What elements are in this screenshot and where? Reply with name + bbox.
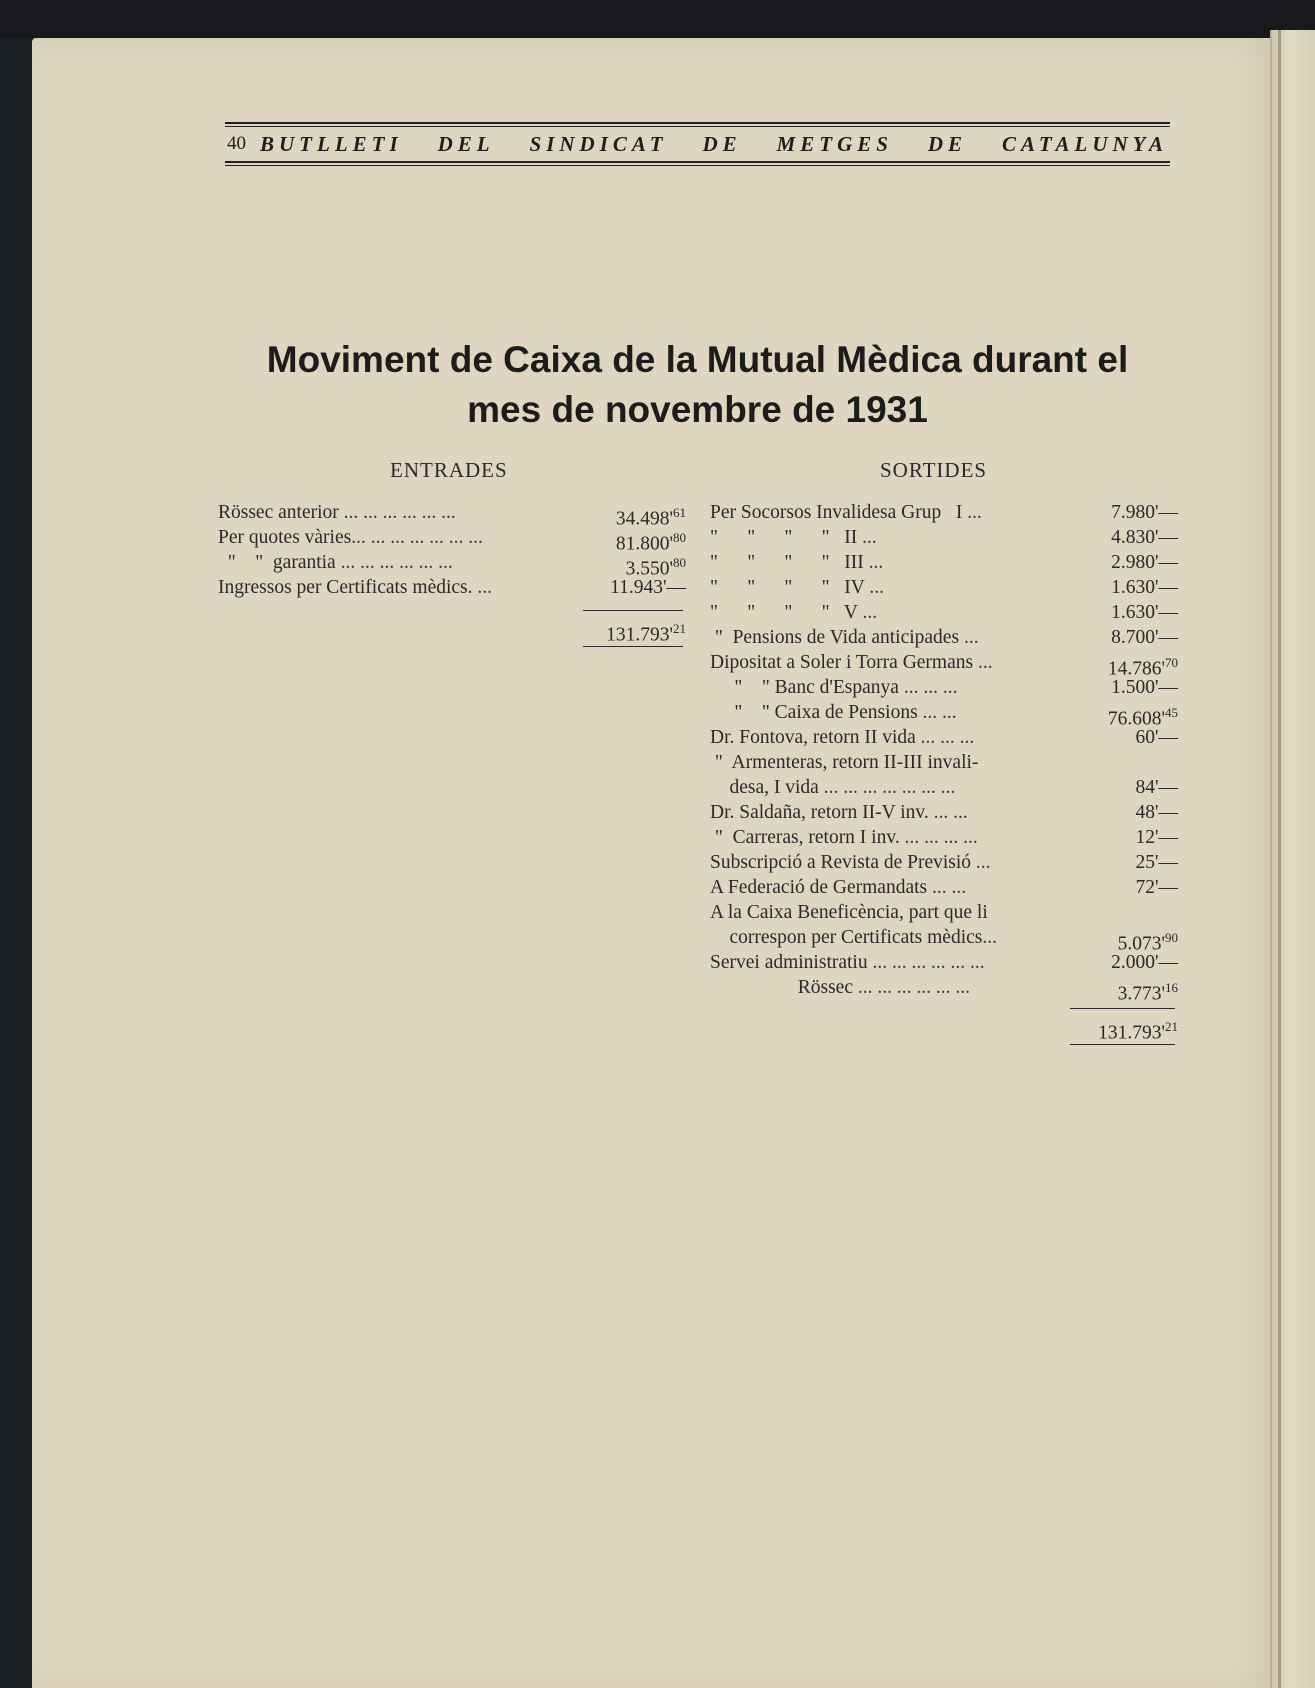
leader-dots: ... ... ... ... ... ... ... <box>351 527 483 548</box>
row-amount: $81.800'^{80}$ <box>615 530 686 555</box>
row-label <box>710 800 1055 826</box>
row-label-text: Rössec anterior <box>218 502 339 523</box>
title-line-1: Moviment de Caixa de la Mutual Mèdica durant el <box>266 339 1129 380</box>
ledger-row <box>218 575 686 601</box>
row-amount: 11.943'— <box>610 577 686 598</box>
row-amount: 4.830'— <box>1111 527 1178 548</box>
ledger-row <box>710 900 1178 926</box>
leader-dots: ... ... ... ... ... ... <box>867 952 985 973</box>
publication-word: DEL <box>437 131 495 156</box>
row-amount: $34.498'^{61}$ <box>615 505 686 530</box>
ledger-row <box>218 525 686 555</box>
leader-dots: ... <box>982 927 997 948</box>
ledger-row <box>710 600 1178 626</box>
binding-edge <box>1270 30 1315 1688</box>
row-label <box>710 550 1055 576</box>
row-amount: $3.550'^{80}$ <box>625 555 686 580</box>
row-label <box>710 950 1055 976</box>
sum-rule <box>1070 1008 1175 1009</box>
sum-rule-bottom <box>583 646 683 647</box>
ledger-row <box>710 575 1178 601</box>
leader-dots: ... <box>863 552 884 573</box>
row-label-text: " " " " V <box>710 602 858 623</box>
row-amount: 72'— <box>1135 877 1178 898</box>
leader-dots: . ... <box>467 577 493 598</box>
row-label-text: " " " " II <box>710 527 858 548</box>
leader-dots: ... ... <box>927 877 967 898</box>
row-label-text: A Federació de Germandats <box>710 877 928 898</box>
row-label <box>710 650 1055 676</box>
row-label-text: " " Banc d'Espanya <box>710 677 899 698</box>
header-rule-bottom <box>225 161 1170 163</box>
row-label-text: " Carreras, retorn I inv. <box>710 827 900 848</box>
row-amount: 8.700'— <box>1111 627 1178 648</box>
article-title <box>225 335 1170 435</box>
publication-word: DE <box>927 131 968 156</box>
row-amount: $14.786'^{70}$ <box>1107 655 1178 680</box>
total-amount: $131.793'^{21}$ <box>1098 1019 1178 1044</box>
ledger-row <box>710 950 1178 976</box>
row-amount: $5.073'^{90}$ <box>1117 930 1178 955</box>
running-header <box>225 122 1170 166</box>
row-label-text: " " Caixa de Pensions <box>710 702 918 723</box>
leader-dots: ... <box>857 602 878 623</box>
row-label <box>710 600 1055 626</box>
row-amount: 12'— <box>1135 827 1178 848</box>
row-label <box>710 900 1055 926</box>
row-label <box>710 675 1055 701</box>
ledger-row <box>710 675 1178 701</box>
row-amount: 1.630'— <box>1111 602 1178 623</box>
row-amount: 84'— <box>1135 777 1178 798</box>
ledger-row <box>710 875 1178 901</box>
scan-top-border <box>0 0 1315 38</box>
header-rule-top <box>225 122 1170 124</box>
row-amount: 1.630'— <box>1111 577 1178 598</box>
row-amount: 1.500'— <box>1111 677 1178 698</box>
page-number: 40 <box>227 133 246 154</box>
row-label <box>218 525 558 551</box>
leader-dots: ... ... ... ... ... ... <box>335 552 453 573</box>
publication-word: BUTLLETI <box>260 131 403 156</box>
ledger-row <box>710 775 1178 801</box>
row-label <box>710 925 1055 951</box>
row-label <box>710 525 1055 551</box>
leader-dots: ... <box>973 652 993 673</box>
leader-dots: ... ... ... <box>898 677 958 698</box>
row-label-text: Per Socorsos Invalidesa Grup I <box>710 502 963 523</box>
sum-rule-bottom <box>1070 1044 1175 1045</box>
ledger-row <box>710 725 1178 751</box>
ledger-row <box>710 825 1178 851</box>
row-label-text: " Pensions de Vida anticipades <box>710 627 960 648</box>
ledger-row <box>218 550 686 580</box>
row-amount: 2.000'— <box>1111 952 1178 973</box>
sum-rule <box>583 610 683 611</box>
row-amount: $76.608'^{45}$ <box>1107 705 1178 730</box>
ledger-row <box>710 925 1178 955</box>
row-amount: 60'— <box>1135 727 1178 748</box>
ledger-row <box>710 975 1178 1005</box>
leader-dots: ... <box>959 627 979 648</box>
row-label-text: Rössec <box>710 977 853 998</box>
leader-dots: ... ... ... <box>915 727 975 748</box>
publication-word: CATALUNYA <box>1001 131 1168 156</box>
row-label <box>710 725 1055 751</box>
row-label-text: desa, I vida <box>710 777 819 798</box>
leader-dots: ... <box>962 502 982 523</box>
row-label <box>218 575 558 601</box>
row-amount: 7.980'— <box>1111 502 1178 523</box>
ledger-row <box>710 650 1178 680</box>
ledger-row <box>710 750 1178 776</box>
row-label-text: Dr. Fontova, retorn II vida <box>710 727 916 748</box>
publication-title <box>260 132 1168 157</box>
row-label <box>710 750 1055 776</box>
row-label <box>710 700 1055 726</box>
header-rule-bottom-thin <box>225 165 1170 166</box>
row-label <box>710 775 1055 801</box>
row-label <box>710 625 1055 651</box>
leader-dots: ... ... ... ... ... ... <box>338 502 456 523</box>
ledger-row <box>218 500 686 530</box>
binding-line <box>1278 30 1281 1688</box>
row-label <box>710 825 1055 851</box>
row-label <box>710 850 1055 876</box>
row-label-text: " " garantia <box>218 552 336 573</box>
row-label-text: " " " " IV <box>710 577 865 598</box>
title-line-2: mes de novembre de 1931 <box>467 389 928 430</box>
publication-word: SINDICAT <box>529 131 668 156</box>
row-label <box>218 500 558 526</box>
ledger-row <box>710 550 1178 576</box>
row-label <box>218 550 558 576</box>
row-label-text: " " " " III <box>710 552 864 573</box>
leader-dots: ... ... ... ... <box>899 827 978 848</box>
sortides-heading: SORTIDES <box>880 458 988 482</box>
row-amount: 2.980'— <box>1111 552 1178 573</box>
ledger-row <box>710 525 1178 551</box>
leader-dots: ... <box>857 527 877 548</box>
ledger-row <box>710 625 1178 651</box>
row-label-text: Dr. Saldaña, retorn II-V inv. <box>710 802 929 823</box>
row-label <box>710 875 1055 901</box>
row-amount: $3.773'^{16}$ <box>1117 980 1178 1005</box>
leader-dots: ... ... <box>917 702 957 723</box>
row-label-text: " Armenteras, retorn II-III invali- <box>710 752 979 773</box>
total-amount: $131.793'^{21}$ <box>606 621 686 646</box>
row-amount: 48'— <box>1135 802 1178 823</box>
row-label-text: Subscripció a Revista de Previsió <box>710 852 972 873</box>
leader-dots: ... ... <box>928 802 968 823</box>
leader-dots: ... ... ... ... ... ... <box>853 977 970 998</box>
row-label-text: correspon per Certificats mèdics <box>710 927 983 948</box>
row-label <box>710 575 1055 601</box>
row-label-text: A la Caixa Beneficència, part que li <box>710 902 988 923</box>
row-label <box>710 975 1055 1001</box>
publication-word: DE <box>702 131 742 156</box>
ledger-row <box>710 800 1178 826</box>
ledger-row <box>710 500 1178 526</box>
header-row <box>225 127 1170 161</box>
row-label <box>710 500 1055 526</box>
ledger-row <box>710 850 1178 876</box>
row-amount: 25'— <box>1135 852 1178 873</box>
leader-dots: ... <box>864 577 884 598</box>
row-label-text: Ingressos per Certificats mèdics <box>218 577 468 598</box>
leader-dots: ... <box>971 852 991 873</box>
row-label-text: Dipositat a Soler i Torra Germans <box>710 652 974 673</box>
row-label-text: Per quotes vàries <box>218 527 352 548</box>
leader-dots: ... ... ... ... ... ... ... <box>818 777 956 798</box>
entrades-heading: ENTRADES <box>390 458 508 482</box>
row-label-text: Servei administratiu <box>710 952 868 973</box>
ledger-row <box>710 700 1178 730</box>
publication-word: METGES <box>776 131 893 156</box>
